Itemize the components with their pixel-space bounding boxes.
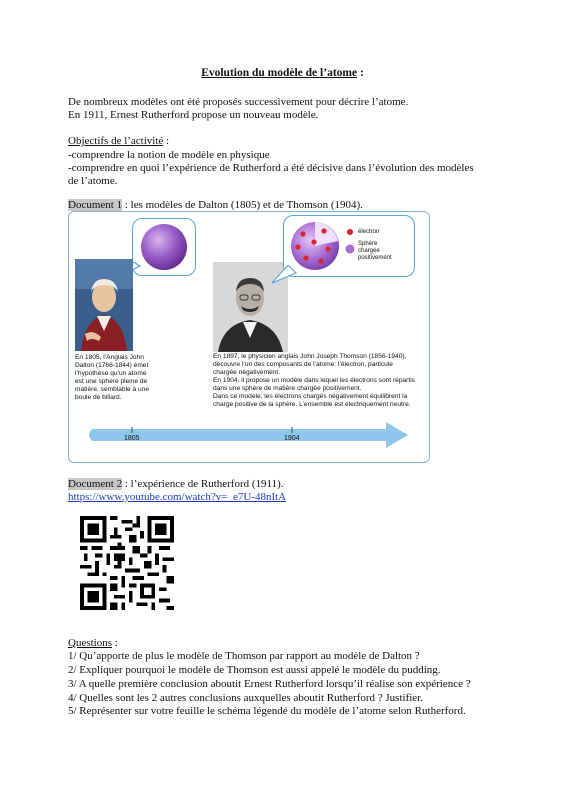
- timeline-1805: 1805: [124, 435, 140, 442]
- dalton-portrait: [75, 259, 133, 351]
- timeline-1904: 1904: [284, 435, 300, 442]
- questions-heading: Questions :: [68, 637, 118, 649]
- question-4: 4/ Quelles sont les 2 autres conclusions auxquelles aboutit Rutherford ? Justifier.: [68, 692, 423, 704]
- electron-legend-icon: [346, 228, 354, 236]
- intro-line-2: En 1911, Ernest Rutherford propose un nouveau modèle.: [68, 109, 319, 121]
- thomson-bubble-tail: [268, 265, 298, 287]
- document-1-heading: Document 1 : les modèles de Dalton (1805) et de Thomson (1904).: [68, 199, 363, 211]
- objective-2: -comprendre en quoi l’expérience de Rutherford a été décisive dans l’évolution des modèles: [68, 162, 474, 174]
- intro-line-1: De nombreux modèles ont été proposés successivement pour décrire l’atome.: [68, 96, 409, 108]
- dalton-sphere-icon: [133, 219, 195, 275]
- dalton-description: En 1805, l’Anglais John Dalton (1766-1844) émet l’hypothèse qu’un atome est une sphère pleine de matière, semblable à une boule de billard.: [75, 354, 150, 401]
- youtube-link[interactable]: https://www.youtube.com/watch?v=_e7U-48nItA: [68, 491, 287, 503]
- question-5: 5/ Représenter sur votre feuille le schéma légendé du modèle de l’atome selon Rutherford.: [68, 705, 466, 717]
- objectives-heading: Objectifs de l’activité :: [68, 135, 170, 147]
- objective-1: -comprendre la notion de modèle en physique: [68, 149, 270, 161]
- qr-code: [80, 516, 174, 610]
- legend-electron: électron: [358, 229, 380, 235]
- sphere-legend-icon: [345, 244, 355, 254]
- question-1: 1/ Qu’apporte de plus le modèle de Thomson par rapport au modèle de Dalton ?: [68, 650, 420, 662]
- document-2-heading: Document 2 : l’expérience de Rutherford (1911).: [68, 478, 284, 490]
- thomson-model-bubble: [283, 215, 415, 277]
- legend-sphere: Sphère chargée positivement: [358, 241, 392, 261]
- question-3: 3/ A quelle première conclusion aboutit Ernest Rutherford lorsqu’il réalise son expérience ?: [68, 678, 471, 690]
- thomson-description: En 1897, le physicien anglais John Joseph Thomson (1856-1940), découvre l’un des composants de l’atome: l’électron, particule chargée négativement. En 1904, il propose un modèle dans lequel les électrons sont répartis dans une sphère de matière chargée positivement. Dans ce modèle, les électrons chargés négativement équilibrent la charge positive de la sphère. L’ensemble est électriquement neutre.: [213, 353, 415, 408]
- question-2: 2/ Expliquer pourquoi le modèle de Thomson est aussi appelé le modèle du pudding.: [68, 664, 441, 676]
- objective-2-cont: de l’atome.: [68, 175, 118, 187]
- page-title: Evolution du modèle de l’atome :: [201, 67, 364, 79]
